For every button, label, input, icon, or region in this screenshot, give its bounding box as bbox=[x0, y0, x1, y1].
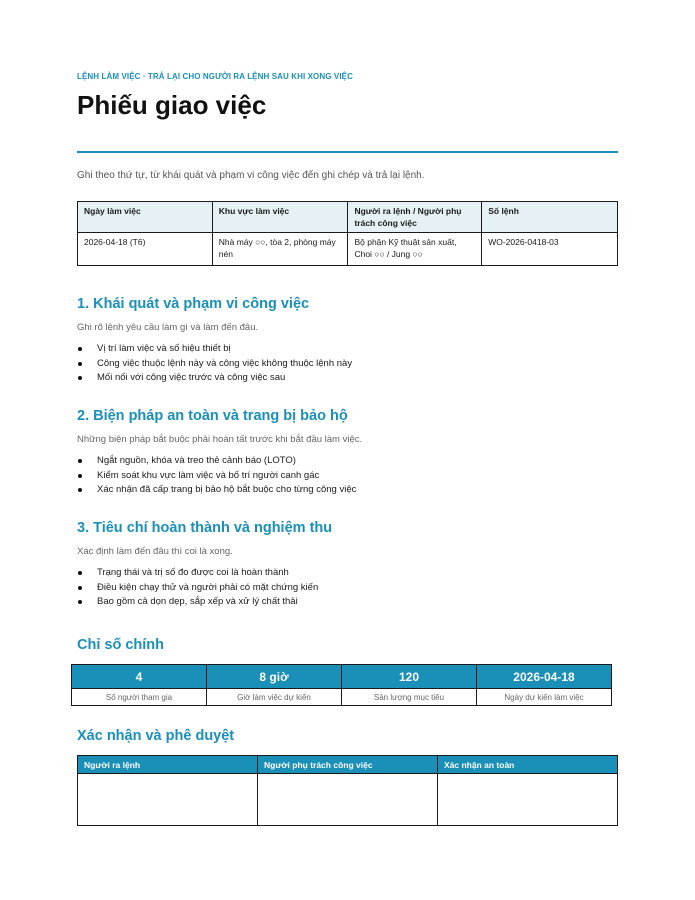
section-scope bbox=[77, 296, 618, 386]
title-divider bbox=[77, 151, 618, 153]
approval-header-issuer: Người ra lệnh bbox=[78, 756, 258, 774]
approval-title: Xác nhận và phê duyệt bbox=[77, 728, 235, 744]
list-item: Công việc thuộc lệnh này và công việc không thuộc lệnh này bbox=[77, 357, 618, 372]
kpi-value-output: 120 bbox=[342, 665, 477, 689]
document-eyebrow: LỆNH LÀM VIỆC · TRẢ LẠI CHO NGƯỜI RA LỆNH SAU KHI XONG VIỆC bbox=[77, 72, 353, 81]
section-list bbox=[77, 566, 618, 610]
section-description: Xác định làm đến đâu thì coi là xong. bbox=[77, 546, 233, 557]
info-header-area: Khu vực làm việc bbox=[212, 202, 348, 233]
info-header-order-number: Số lệnh bbox=[482, 202, 618, 233]
approval-signature-row bbox=[78, 774, 618, 826]
kpi-value-participants: 4 bbox=[72, 665, 207, 689]
kpi-label-hours: Giờ làm việc dự kiến bbox=[207, 689, 342, 706]
info-cell-area: Nhà máy ○○, tòa 2, phòng máy nén bbox=[212, 233, 348, 266]
approval-header-supervisor: Người phụ trách công việc bbox=[258, 756, 438, 774]
list-item: Ngắt nguồn, khóa và treo thẻ cảnh báo (LOTO) bbox=[77, 454, 618, 469]
section-description: Ghi rõ lệnh yêu cầu làm gì và làm đến đâu. bbox=[77, 322, 259, 333]
kpi-label-date: Ngày dự kiến làm việc bbox=[477, 689, 612, 706]
list-item: Trạng thái và trị số đo được coi là hoàn thành bbox=[77, 566, 618, 581]
section-title: 1. Khái quát và phạm vi công việc bbox=[77, 296, 310, 312]
info-table-row bbox=[78, 233, 618, 266]
kpi-value-row bbox=[72, 665, 612, 689]
work-info-table bbox=[77, 201, 618, 266]
page-title: Phiếu giao việc bbox=[77, 90, 267, 120]
info-header-date: Ngày làm việc bbox=[78, 202, 213, 233]
kpi-label-participants: Số người tham gia bbox=[72, 689, 207, 706]
signature-box-safety[interactable] bbox=[438, 774, 618, 826]
intro-text: Ghi theo thứ tự, từ khái quát và phạm vi công việc đến ghi chép và trả lại lệnh. bbox=[77, 170, 425, 181]
section-completion bbox=[77, 520, 618, 610]
info-cell-issuer: Bộ phận Kỹ thuật sản xuất, Choi ○○ / Jung ○○ bbox=[348, 233, 482, 266]
list-item: Bao gồm cả dọn dẹp, sắp xếp và xử lý chất thải bbox=[77, 595, 618, 610]
info-header-issuer: Người ra lệnh / Người phụ trách công việc bbox=[348, 202, 482, 233]
approval-header-safety: Xác nhận an toàn bbox=[438, 756, 618, 774]
signature-box-supervisor[interactable] bbox=[258, 774, 438, 826]
list-item: Xác nhận đã cấp trang bị bảo hộ bắt buộc cho từng công việc bbox=[77, 483, 618, 498]
section-description: Những biện pháp bắt buộc phải hoàn tất trước khi bắt đầu làm việc. bbox=[77, 434, 363, 445]
list-item: Kiểm soát khu vực làm việc và bố trí người canh gác bbox=[77, 469, 618, 484]
signature-box-issuer[interactable] bbox=[78, 774, 258, 826]
section-title: 3. Tiêu chí hoàn thành và nghiệm thu bbox=[77, 520, 333, 536]
info-cell-date: 2026-04-18 (T6) bbox=[78, 233, 213, 266]
approval-header-row bbox=[78, 756, 618, 774]
list-item: Mối nối với công việc trước và công việc sau bbox=[77, 371, 618, 386]
section-list bbox=[77, 454, 618, 498]
kpi-table bbox=[71, 664, 612, 706]
info-cell-order-number: WO-2026-0418-03 bbox=[482, 233, 618, 266]
section-safety bbox=[77, 408, 618, 498]
list-item: Điều kiện chạy thử và người phải có mặt chứng kiến bbox=[77, 581, 618, 596]
kpi-value-date: 2026-04-18 bbox=[477, 665, 612, 689]
section-title: 2. Biện pháp an toàn và trang bị bảo hộ bbox=[77, 408, 348, 424]
kpi-label-row bbox=[72, 689, 612, 706]
section-list bbox=[77, 342, 618, 386]
kpi-label-output: Sản lượng mục tiêu bbox=[342, 689, 477, 706]
list-item: Vị trí làm việc và số hiệu thiết bị bbox=[77, 342, 618, 357]
kpi-title: Chỉ số chính bbox=[77, 637, 164, 653]
info-table-header-row bbox=[78, 202, 618, 233]
approval-table bbox=[77, 755, 618, 826]
kpi-value-hours: 8 giờ bbox=[207, 665, 342, 689]
